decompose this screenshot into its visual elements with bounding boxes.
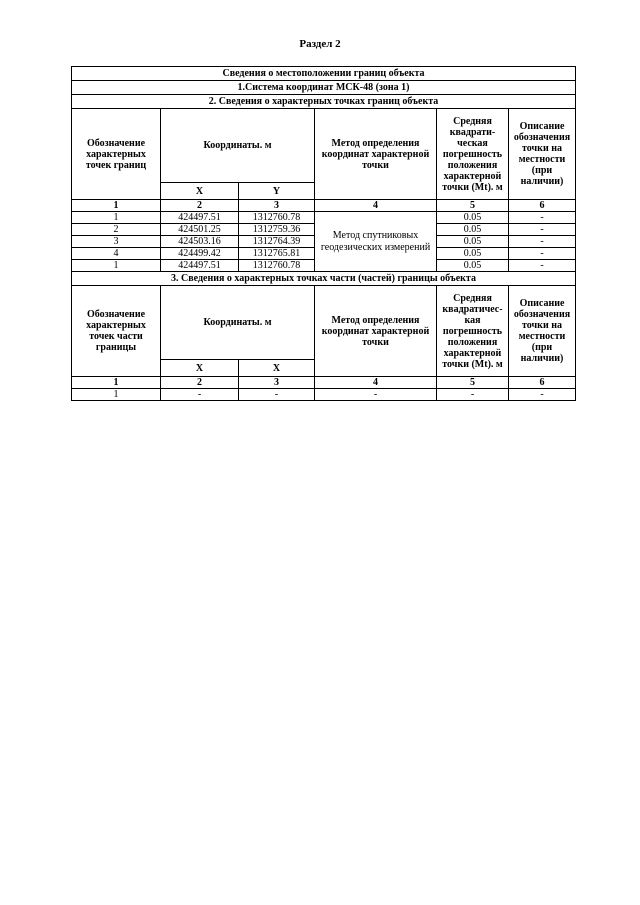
s2-x: 424501.25 bbox=[161, 224, 239, 236]
s2-y: 1312764.39 bbox=[239, 236, 315, 248]
section3-title: 3. Сведения о характерных точках части (частей) границы объекта bbox=[72, 272, 576, 286]
s2-header-accuracy: Средняя квадрати-ческая погрешность положения характерной точки (Mt). м bbox=[437, 109, 509, 200]
s2-desc: - bbox=[509, 248, 576, 260]
s3-point: 1 bbox=[72, 389, 161, 401]
s2-header-y: Y bbox=[239, 183, 315, 200]
s2-point: 1 bbox=[72, 212, 161, 224]
s2-colnum-1: 1 bbox=[72, 200, 161, 212]
s3-mt: - bbox=[437, 389, 509, 401]
boundary-table bbox=[71, 66, 576, 401]
s2-x: 424497.51 bbox=[161, 260, 239, 272]
s2-y: 1312760.78 bbox=[239, 212, 315, 224]
s2-desc: - bbox=[509, 260, 576, 272]
s2-y: 1312760.78 bbox=[239, 260, 315, 272]
s3-colnum-6: 6 bbox=[509, 377, 576, 389]
s2-mt: 0.05 bbox=[437, 260, 509, 272]
s2-mt: 0.05 bbox=[437, 248, 509, 260]
s2-point: 3 bbox=[72, 236, 161, 248]
s3-header-x: X bbox=[161, 360, 239, 377]
s3-colnum-1: 1 bbox=[72, 377, 161, 389]
s2-colnum-5: 5 bbox=[437, 200, 509, 212]
s2-point: 1 bbox=[72, 260, 161, 272]
s3-method: - bbox=[315, 389, 437, 401]
s2-mt: 0.05 bbox=[437, 224, 509, 236]
table-row bbox=[72, 389, 576, 401]
s2-point: 2 bbox=[72, 224, 161, 236]
s3-colnum-3: 3 bbox=[239, 377, 315, 389]
s2-header-point: Обозначение характерных точек границ bbox=[72, 109, 161, 200]
s2-y: 1312759.36 bbox=[239, 224, 315, 236]
coordinate-system: 1.Система координат МСК-48 (зона 1) bbox=[72, 81, 576, 95]
s3-colnum-4: 4 bbox=[315, 377, 437, 389]
s2-mt: 0.05 bbox=[437, 236, 509, 248]
s2-desc: - bbox=[509, 212, 576, 224]
page-title: Раздел 2 bbox=[299, 38, 341, 50]
s2-point: 4 bbox=[72, 248, 161, 260]
s3-x: - bbox=[161, 389, 239, 401]
s2-desc: - bbox=[509, 224, 576, 236]
s2-x: 424497.51 bbox=[161, 212, 239, 224]
table-row bbox=[72, 212, 576, 224]
s2-mt: 0.05 bbox=[437, 212, 509, 224]
s2-header-method: Метод определения координат характерной точки bbox=[315, 109, 437, 200]
s2-y: 1312765.81 bbox=[239, 248, 315, 260]
main-header: Сведения о местоположении границ объекта bbox=[72, 67, 576, 81]
s2-colnum-3: 3 bbox=[239, 200, 315, 212]
s3-header-accuracy: Средняя квадратичес-кая погрешность положения характерной точки (Mt). м bbox=[437, 286, 509, 377]
s3-y: - bbox=[239, 389, 315, 401]
s3-header-point: Обозначение характерных точек части границы bbox=[72, 286, 161, 377]
s2-header-coords: Координаты. м bbox=[161, 109, 315, 183]
s2-colnum-2: 2 bbox=[161, 200, 239, 212]
s3-header-method: Метод определения координат характерной точки bbox=[315, 286, 437, 377]
s2-header-x: X bbox=[161, 183, 239, 200]
s3-header-y: X bbox=[239, 360, 315, 377]
s3-header-description: Описание обозначения точки на местности (при наличии) bbox=[509, 286, 576, 377]
s2-colnum-6: 6 bbox=[509, 200, 576, 212]
s3-header-coords: Координаты. м bbox=[161, 286, 315, 360]
section2-title: 2. Сведения о характерных точках границ объекта bbox=[72, 95, 576, 109]
s2-x: 424499.42 bbox=[161, 248, 239, 260]
s2-header-description: Описание обозначения точки на местности (при наличии) bbox=[509, 109, 576, 200]
s3-colnum-5: 5 bbox=[437, 377, 509, 389]
s2-colnum-4: 4 bbox=[315, 200, 437, 212]
s2-x: 424503.16 bbox=[161, 236, 239, 248]
s3-colnum-2: 2 bbox=[161, 377, 239, 389]
s2-method: Метод спутниковых геодезических измерений bbox=[315, 212, 437, 272]
s3-desc: - bbox=[509, 389, 576, 401]
s2-desc: - bbox=[509, 236, 576, 248]
